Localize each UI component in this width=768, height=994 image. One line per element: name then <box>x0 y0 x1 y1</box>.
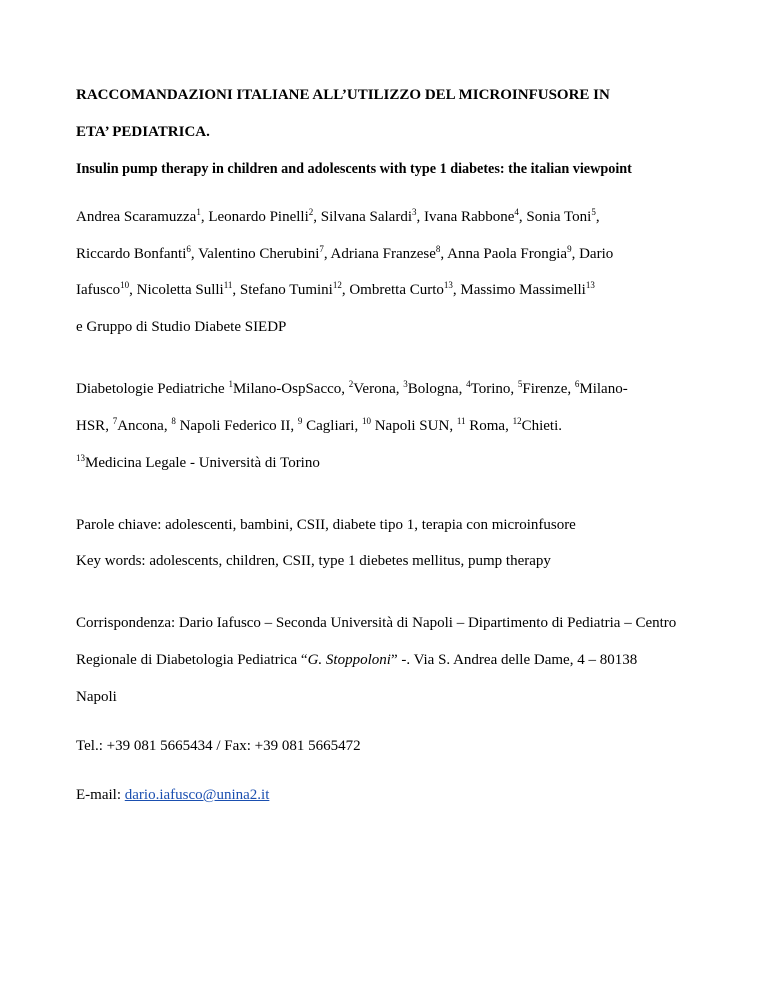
phone-fax: Tel.: +39 081 5665434 / Fax: +39 081 5665472 <box>76 738 361 754</box>
author-name: Silvana Salardi <box>320 209 412 225</box>
study-group: e Gruppo di Studio Diabete SIEDP <box>76 319 287 335</box>
author-name: Anna Paola Frongia <box>447 246 568 262</box>
authors-line-3: Iafusco$^{10}$, Nicoletta Sulli$^{11}$, Stefano Tumini$^{12}$, Ombretta Curto$^{13}$, Massimo Massimelli$^{13}$ <box>76 280 595 298</box>
affiliation-place: Medicina Legale - Università di Torino <box>85 455 320 471</box>
author-name: Adriana Franzese <box>330 246 436 262</box>
author-affiliation-number: 9 <box>567 244 572 254</box>
title-line-1: RACCOMANDAZIONI ITALIANE ALL’UTILIZZO DEL MICROINFUSORE IN <box>76 87 610 103</box>
affiliation-number: 3 <box>403 379 408 389</box>
affiliation-number: 13 <box>76 453 85 463</box>
email-line <box>76 787 269 804</box>
affiliations-prefix: Diabetologie Pediatriche <box>76 381 229 397</box>
affiliation-number: 9 <box>297 416 303 426</box>
author-name-part: Iafusco <box>76 282 121 298</box>
affiliations-line-2: HSR, $^7$Ancona, $^8$ Napoli Federico II, $^9$ Cagliari, $^{10}$ Napoli SUN, $^{11}$ Roma, $^{12}$Chieti. <box>76 416 562 434</box>
affiliation-place: Roma <box>469 418 506 434</box>
author-affiliation-number: 6 <box>186 244 191 254</box>
affiliation-place: Napoli SUN <box>374 418 450 434</box>
affiliation-number: 4 <box>466 379 471 389</box>
author-affiliation-number: 7 <box>319 244 324 254</box>
affiliation-place: Torino <box>470 381 511 397</box>
affiliation-number: 5 <box>517 379 523 389</box>
affiliation-number: 11 <box>456 416 466 426</box>
affiliation-place: Cagliari <box>306 418 355 434</box>
author-name: Sonia Toni <box>526 209 592 225</box>
email-label: E-mail: <box>76 787 125 803</box>
affiliations-line-1: Diabetologie Pediatriche $^1$Milano-OspSacco, $^2$Verona, $^3$Bologna, $^4$Torino, $^5$Firenze, $^6$Milano- <box>76 379 628 397</box>
affiliation-number: 8 <box>171 416 176 426</box>
affiliation-place: Chieti <box>521 418 559 434</box>
authors-line-1: Andrea Scaramuzza$^1$, Leonardo Pinelli$^2$, Silvana Salardi$^3$, Ivana Rabbone$^4$, Sonia Toni$^5$, <box>76 207 600 225</box>
affiliation-place: Ancona <box>117 418 164 434</box>
keywords-italian: Parole chiave: adolescenti, bambini, CSII, diabete tipo 1, terapia con microinfusore <box>76 517 576 533</box>
affiliation-number: 1 <box>228 379 233 389</box>
author-name: Ivana Rabbone <box>424 209 515 225</box>
subtitle: Insulin pump therapy in children and adolescents with type 1 diabetes: the italian viewpoint <box>76 161 632 177</box>
affiliation-number: 12 <box>512 416 522 426</box>
affiliation-place: Milano-OspSacco <box>232 381 342 397</box>
affiliation-place: Verona <box>353 381 396 397</box>
affiliations-line-3 <box>76 455 320 472</box>
author-name: Riccardo Bonfanti <box>76 246 187 262</box>
author-affiliation-number: 13 <box>585 280 595 290</box>
affiliation-place: Bologna <box>407 381 459 397</box>
author-name: Stefano Tumini <box>239 282 333 298</box>
affiliation-place: Napoli Federico II <box>179 418 291 434</box>
correspondence-line-1: Corrispondenza: Dario Iafusco – Seconda Università di Napoli – Dipartimento di Pediatria – Centro <box>76 615 677 631</box>
author-affiliation-number: 10 <box>120 280 130 290</box>
author-name: Leonardo Pinelli <box>208 209 309 225</box>
keywords-english: Key words: adolescents, children, CSII, type 1 diebetes mellitus, pump therapy <box>76 553 551 569</box>
author-affiliation-number: 12 <box>332 280 342 290</box>
correspondence-line-3: Napoli <box>76 689 117 705</box>
email-link[interactable]: dario.iafusco@unina2.it <box>124 787 270 803</box>
affiliation-number: 6 <box>574 379 580 389</box>
affiliation-number: 7 <box>112 416 118 426</box>
authors-line-2: Riccardo Bonfanti$^6$, Valentino Cherubini$^7$, Adriana Franzese$^8$, Anna Paola Frongia$^9$, Dario <box>76 244 614 262</box>
author-affiliation-number: 11 <box>223 280 233 290</box>
author-affiliation-number: 1 <box>196 207 201 217</box>
affiliation-place: Firenze <box>522 381 568 397</box>
center-name: G. Stoppoloni <box>307 652 391 668</box>
author-affiliation-number: 3 <box>412 207 417 217</box>
title-line-2: ETA’ PEDIATRICA. <box>76 124 210 140</box>
author-name-part: Dario <box>579 246 614 262</box>
author-name: Andrea Scaramuzza <box>76 209 197 225</box>
affiliation-number: 10 <box>361 416 371 426</box>
affiliation-number: 2 <box>348 379 354 389</box>
author-affiliation-number: 13 <box>443 280 453 290</box>
correspondence-text: ” -. Via S. Andrea delle Dame, 4 – 80138 <box>390 652 638 668</box>
author-name: Massimo Massimelli <box>460 282 586 298</box>
affiliation-place-part: HSR <box>76 418 106 434</box>
author-affiliation-number: 4 <box>514 207 519 217</box>
author-name: Ombretta Curto <box>349 282 444 298</box>
author-affiliation-number: 2 <box>308 207 314 217</box>
author-affiliation-number: 5 <box>591 207 596 217</box>
author-name: Valentino Cherubini <box>198 246 320 262</box>
correspondence-text: Regionale di Diabetologia Pediatrica “ <box>76 652 308 668</box>
author-name: Nicoletta Sulli <box>136 282 224 298</box>
correspondence-line-2 <box>76 652 637 669</box>
author-affiliation-number: 8 <box>435 244 441 254</box>
affiliation-place-part: Milano- <box>579 381 628 397</box>
